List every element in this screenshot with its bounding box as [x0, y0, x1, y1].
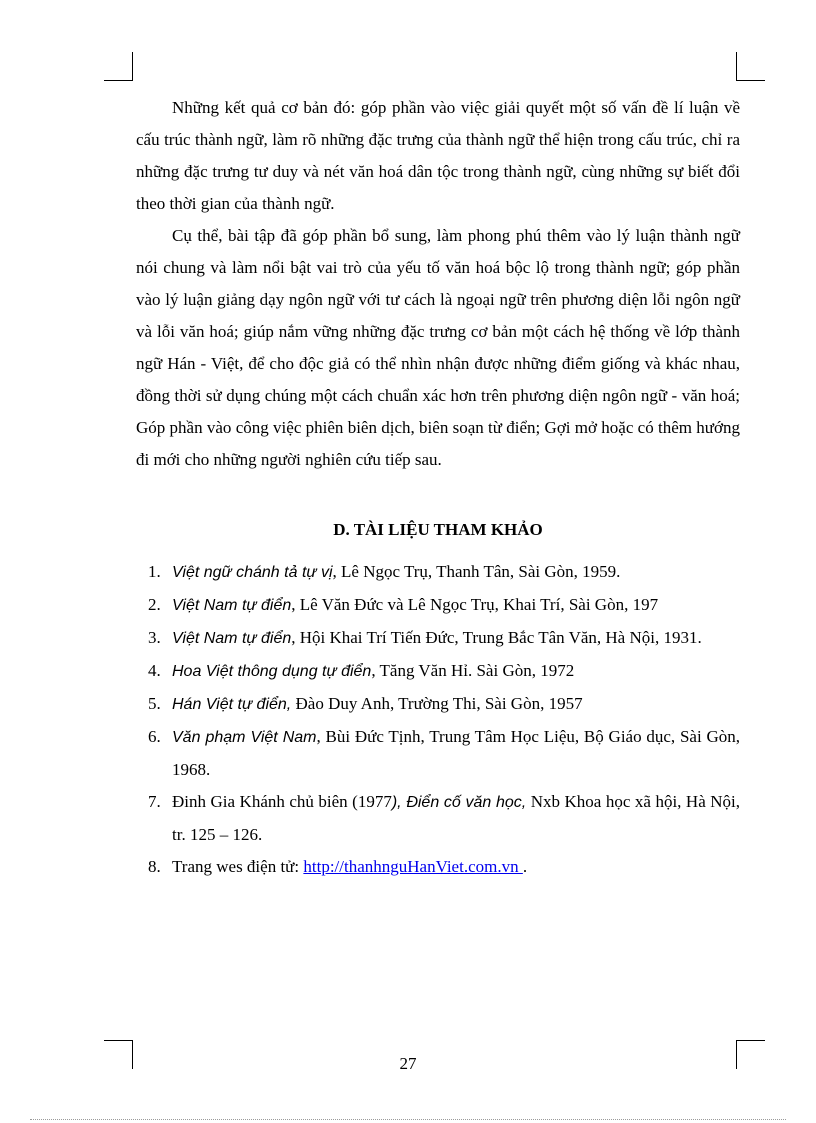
reference-label: Trang wes điện tử: — [172, 857, 304, 876]
reference-details: , Bùi Đức Tịnh, Trung Tâm Học Liệu, Bộ Giáo dục, Sài Gòn, 1968. — [172, 727, 741, 779]
crop-mark-top-left — [104, 52, 133, 81]
reference-item — [148, 688, 740, 721]
reference-details: , Lê Văn Đức và Lê Ngọc Trụ, Khai Trí, Sài Gòn, 197 — [291, 595, 659, 614]
references-list — [136, 556, 740, 883]
reference-number: 7. — [148, 792, 161, 811]
reference-item — [148, 786, 740, 851]
reference-item — [148, 721, 741, 786]
reference-title: ), Điển cố văn học, — [391, 794, 527, 811]
reference-item — [148, 556, 740, 589]
page-bottom-border — [30, 1119, 786, 1120]
reference-details: Nxb Khoa học xã hội, Hà Nội, tr. 125 – 126. — [172, 792, 740, 844]
reference-title: Hán Việt tự điển, — [172, 696, 292, 713]
reference-item-website — [148, 851, 740, 883]
reference-number: 3. — [148, 628, 161, 647]
page-number: 27 — [399, 1054, 417, 1073]
website-link[interactable]: http://thanhnguHanViet.com.vn — [303, 857, 523, 876]
reference-number: 6. — [148, 727, 161, 746]
reference-title: Việt ngữ chánh tả tự vị — [172, 564, 333, 581]
reference-details: , Tăng Văn Hỉ. Sài Gòn, 1972 — [371, 661, 575, 680]
reference-details: , Hội Khai Trí Tiến Đức, Trung Bắc Tân Văn, Hà Nội, 1931. — [291, 628, 702, 647]
reference-author: Đinh Gia Khánh chủ biên (1977 — [172, 792, 392, 811]
reference-suffix: . — [522, 857, 528, 876]
reference-title: Văn phạm Việt Nam — [172, 729, 317, 746]
document-body — [136, 92, 740, 883]
reference-number: 8. — [148, 857, 161, 876]
crop-mark-top-right — [736, 52, 765, 81]
reference-number: 2. — [148, 595, 161, 614]
reference-details: , Lê Ngọc Trụ, Thanh Tân, Sài Gòn, 1959. — [332, 562, 621, 581]
reference-title: Hoa Việt thông dụng tự điển — [172, 663, 372, 680]
reference-title: Việt Nam tự điển — [172, 630, 292, 647]
reference-title: Việt Nam tự điển — [172, 597, 292, 614]
reference-number: 5. — [148, 694, 161, 713]
reference-item — [148, 622, 740, 655]
reference-number: 1. — [148, 562, 161, 581]
reference-item — [148, 655, 740, 688]
references-heading: D. TÀI LIỆU THAM KHẢO — [333, 520, 543, 539]
paragraph-2: Cụ thể, bài tập đã góp phần bổ sung, làm phong phú thêm vào lý luận thành ngữ nói chung và làm nổi bật vai trò của yếu tố văn hoá bộc lộ trong thành ngữ; góp phần vào lý luận giảng dạy ngôn ngữ với tư cách là ngoại ngữ trên phương diện lỗi ngôn ngữ và lỗi văn hoá; giúp nắm vững những đặc trưng cơ bản một cách hệ thống về lớp thành ngữ Hán - Việt, để cho độc giả có thể nhìn nhận được những điểm giống và khác nhau, đồng thời sử dụng chúng một cách chuẩn xác hơn trên phương diện ngôn ngữ - văn hoá; Góp phần vào công việc phiên biên dịch, biên soạn từ điển; Gợi mở hoặc có thêm hướng đi mới cho những người nghiên cứu tiếp sau. — [136, 226, 740, 469]
paragraph-1: Những kết quả cơ bản đó: góp phần vào việc giải quyết một số vấn đề lí luận về cấu trúc thành ngữ, làm rõ những đặc trưng của thành ngữ thể hiện trong cấu trúc, chỉ ra những đặc trưng tư duy và nét văn hoá dân tộc trong thành ngữ, cùng những sự biết đổi theo thời gian của thành ngữ. — [136, 98, 740, 213]
reference-item — [148, 589, 740, 622]
reference-number: 4. — [148, 661, 161, 680]
reference-details: Đào Duy Anh, Trường Thi, Sài Gòn, 1957 — [291, 694, 583, 713]
